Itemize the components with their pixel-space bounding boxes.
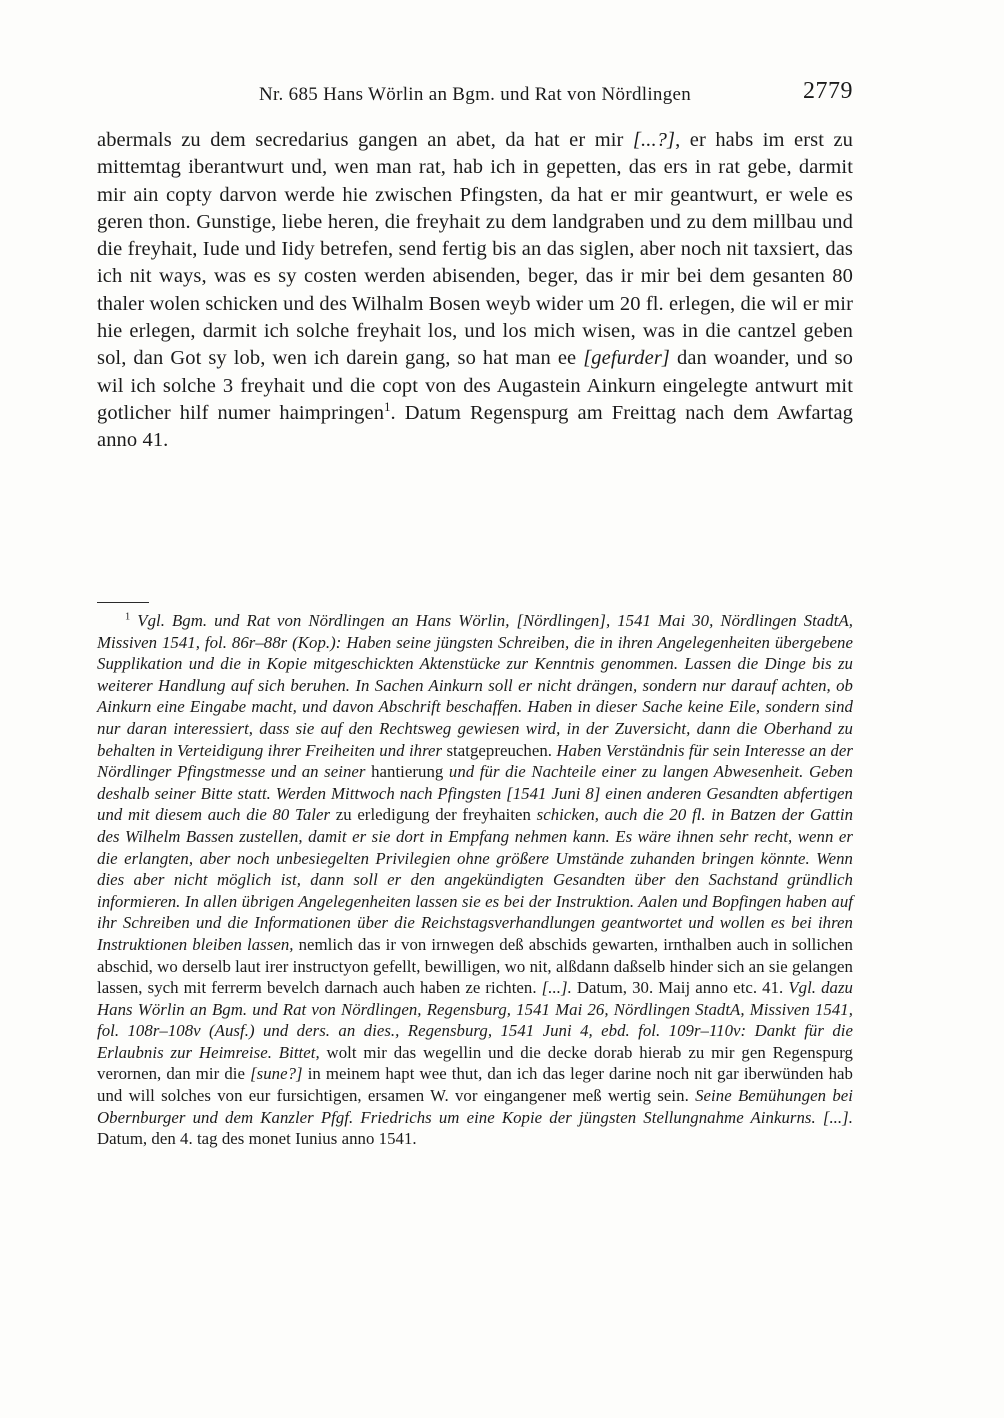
text-segment: [sune?] — [250, 1064, 308, 1084]
text-segment: Haben Verständnis für sein Interesse an der Nördlinger Pfingstmesse und an seiner — [97, 740, 853, 782]
text-segment: schicken, auch die 20 fl. in Batzen der Gattin des Wilhelm Bassen zustellen, damit er sie dort in Empfang nehmen kann. Es wäre ihnen sehr recht, wenn er die erlangten, aber noch unbesiegelten Privilegien ohne größere Umstände zuhanden bringen könnte. Wenn dies aber nicht möglich ist, dann soll er den angekündigten Gesandten über den Sachstand gründlich informieren. In allen übrigen Angelegenheiten lassen sie es bei der Instruktion. Aalen und Bopfingen haben auf ihr Schreiben und die Informationen über die Reichstagsverhandlungen geantwortet und wollen es bei ihren Instruktionen bleiben lassen, — [97, 805, 854, 954]
text-segment: statgepreuchen. — [446, 740, 557, 760]
text-segment: [...?] — [632, 129, 676, 151]
letter-body — [97, 127, 853, 455]
text-segment: nemlich das ir von irnwegen deß abschids gewarten, irnthalben auch in sollichen abschid, wo derselb laut irer instructyon gefellt, bewilligen, wo nit, alßdann daßselb hinder sich an sie gelangen lassen, sych mit ferrerm bevelch darnach auch haben ze richten. — [97, 934, 853, 998]
text-segment: Seine Bemühungen bei Obernburger und dem Kanzler Pfgf. Friedrichs um eine Kopie der jüngsten Stellungnahme Ainkurns. [...]. — [97, 1086, 854, 1127]
page-header — [97, 80, 853, 112]
text-segment: zu erledigung der freyhaiten — [335, 805, 537, 825]
text-segment: [gefurder] — [583, 347, 670, 370]
footnote-1 — [97, 610, 853, 1150]
page-number: 2779 — [803, 78, 853, 104]
text-segment: dan woander, und so wil ich solche 3 freyhait und die copt von des Augastein Ainkurn eingelegte antwurt mit gotlicher hilf numer haimpringen — [97, 347, 853, 424]
text-segment: Datum, 30. Maij anno etc. 41. — [576, 978, 789, 998]
text-segment: . Datum Regenspurg am Freittag nach dem Awfartag anno 41. — [97, 401, 854, 452]
text-segment: und für die Nachteile einer zu langen Abwesenheit. Geben deshalb seiner Bitte statt. Werden Mittwoch nach Pfingsten [1541 Juni 8] einen anderen Gesandten abfertigen und mit diesem auch die 80 Taler — [97, 762, 853, 825]
text-segment: Vgl. dazu Hans Wörlin an Bgm. und Rat von Nördlingen, Regensburg, 1541 Mai 26, Nördlingen StadtA, Missiven 1541, fol. 108r–108v (Ausf.) und ders. an dies., Regensburg, 1541 Juni 4, ebd. fol. 109r–110v: Dankt für die Erlaubnis zur Heimreise. Bittet, — [97, 978, 853, 1062]
text-block — [97, 78, 854, 1149]
footnote-section — [97, 602, 853, 1150]
footnote-separator-rule — [97, 602, 149, 603]
footnote-marker: 1 — [125, 611, 131, 623]
letter-paragraph — [97, 127, 853, 455]
text-segment: wolt mir das wegellin und die decke dorab hierab zu mir gen Regenspurg verornen, dan mir die — [97, 1042, 853, 1084]
running-title: Nr. 685 Hans Wörlin an Bgm. und Rat von Nördlingen — [258, 84, 692, 105]
text-segment: abermals zu dem secredarius gangen an abet, da hat er mir — [97, 129, 633, 151]
text-segment: Datum, den 4. tag des monet Iunius anno 1541. — [97, 1129, 417, 1149]
footnote-marker: 1 — [384, 400, 391, 415]
text-segment: Vgl. Bgm. und Rat von Nördlingen an Hans Wörlin, [Nördlingen], 1541 Mai 30, Nördlingen StadtA, Missiven 1541, fol. 86r–88r (Kop.): Haben seine jüngsten Schreiben, die in ihren Angelegenheiten übergebene Supplikation und die in Kopie mitgeschickten Aktenstücke zur Kenntnis genommen. Lassen die Dinge bis zu weiterer Handlung auf sich beruhen. In Sachen Ainkurn soll er nicht drängen, sondern nur darauf achten, ob Ainkurn eine Eingabe macht, und davon Abschrift beschaffen. Haben in dieser Sache keine Eile, sondern sind nur daran interessiert, dass sie auf den Rechtsweg gewiesen wird, in der Zuversicht, dann die Oberhand zu behalten in Verteidigung ihrer Freiheiten und ihrer — [97, 611, 853, 760]
text-segment: [...]. — [541, 978, 577, 998]
text-segment: in meinem hapt wee thut, dan ich das leger darine noch nit gar iberwünden hab und will solches von eur fursichtigen, ersamen W. vor eingangener meß wertig sein. — [97, 1064, 853, 1106]
text-segment: hantierung — [371, 762, 449, 782]
text-segment: , er habs im erst zu mittemtag iberantwurt und, wen man rat, hab ich in gepetten, das ers in rat gebe, darmit mir ain copty darvon werde hie zwischen Pfingsten, da hat er mir geantwurt, er wele es geren thon. Gunstige, liebe heren, die freyhait zu dem landgraben und zu dem millbau und die freyhait, Iude und Iidy betrefen, send fertig bis an das siglen, aber noch nit taxsiert, das ich nit ways, was es sy costen werden abisenden, beger, das ir mir bei dem gesanten 80 thaler wolen schicken und des Wilhalm Bosen weyb wider um 20 fl. erlegen, die wil er mir hie erlegen, darmit ich solche freyhait los, und los mich wisen, was in die cantzel geben sol, dan Got sy lob, wen ich darein gang, so hat man ee — [97, 129, 853, 370]
